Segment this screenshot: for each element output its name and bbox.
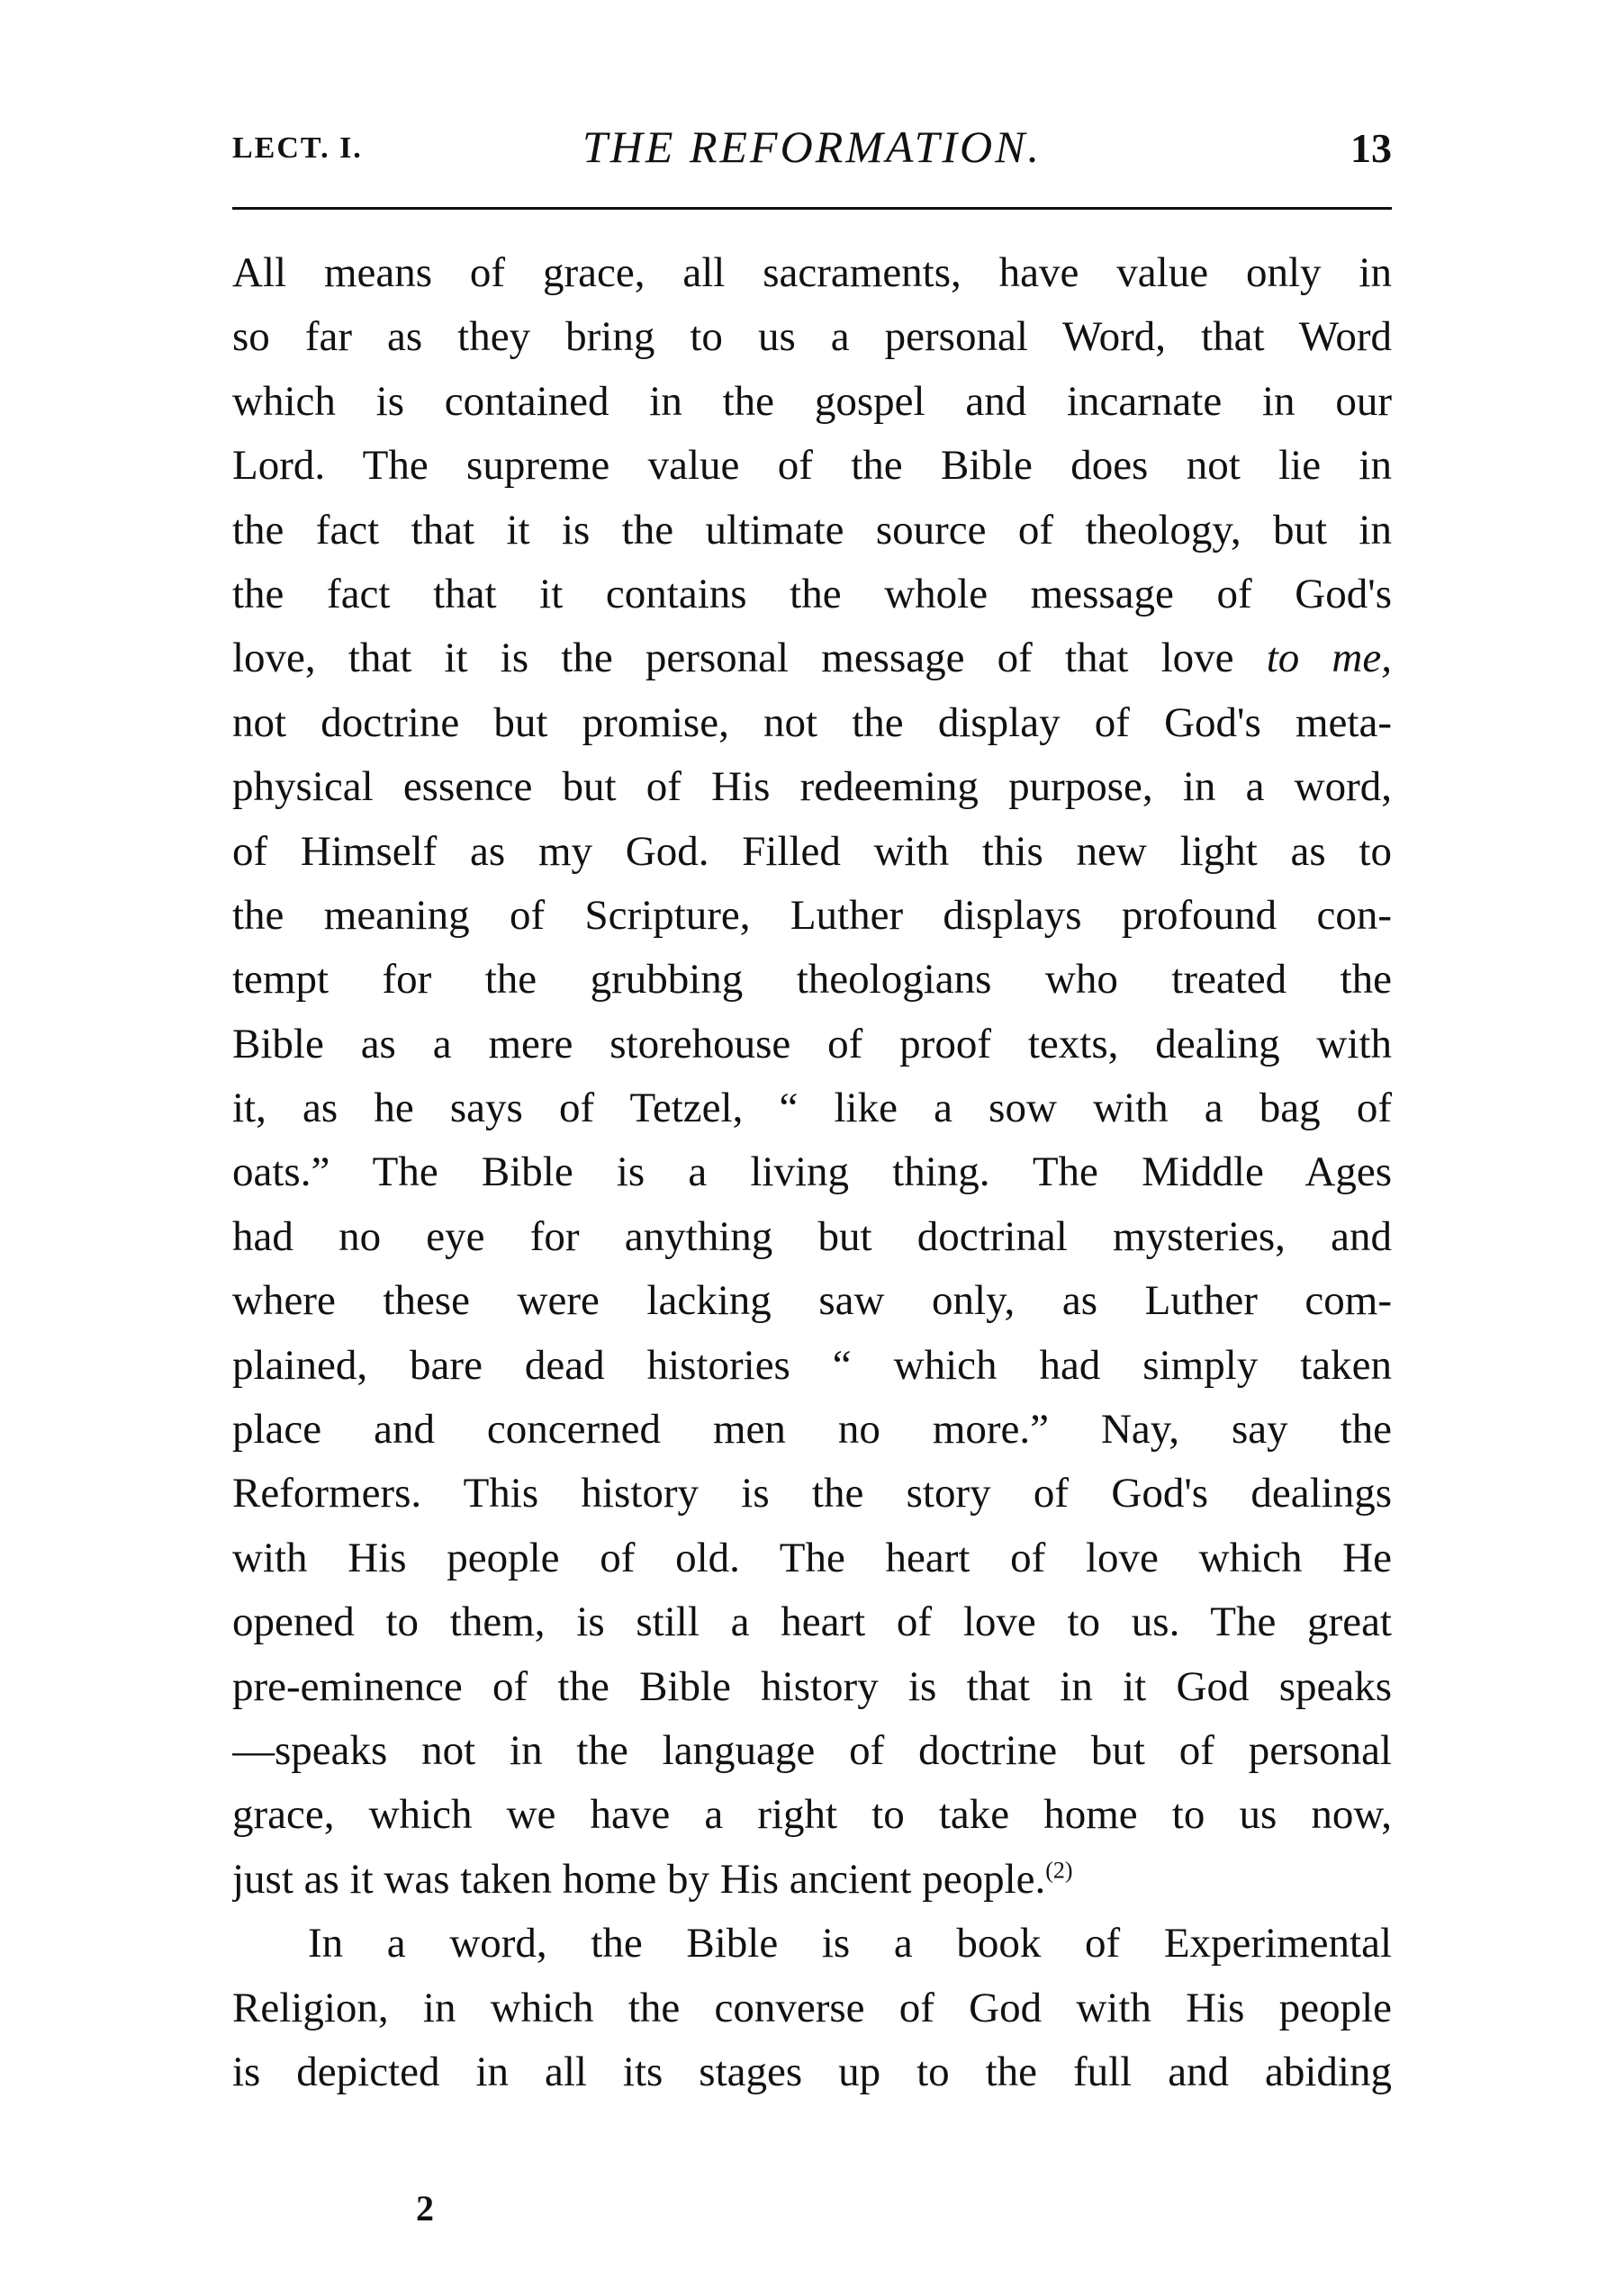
line-text: so far as they bring to us a personal Word, that Word [232,313,1392,361]
text-line [232,305,1392,369]
lecture-label: LECT. I. [232,131,363,165]
line-text: place and concerned men no more.” Nay, say the [232,1406,1392,1454]
line-text: All means of grace, all sacraments, have value only in [232,249,1392,296]
text-line [232,1590,1392,1654]
text-line [232,1526,1392,1590]
text-line [232,241,1392,305]
line-text: Bible as a mere storehouse of proof texts, dealing with [232,1020,1392,1067]
line-text: had no eye for anything but doctrinal mysteries, and [232,1212,1392,1260]
running-title: THE REFORMATION. [582,122,1042,172]
text-line [232,563,1392,626]
text-line [232,1783,1392,1847]
line-text: not doctrine but promise, not the display of God's meta- [232,698,1392,746]
line-text: physical essence but of His redeeming purpose, in a word, [232,763,1392,811]
line-text: oats.” The Bible is a living thing. The Middle Ages [232,1148,1392,1196]
text-line [232,1269,1392,1333]
text-line [232,948,1392,1012]
line-text: —speaks not in the language of doctrine but of personal [232,1726,1392,1774]
text-line [232,691,1392,755]
text-line [232,1655,1392,1719]
text-line [232,1719,1392,1783]
text-line [232,1076,1392,1140]
line-text: the meaning of Scripture, Luther displays profound con- [232,891,1392,939]
header-rule [232,207,1392,210]
line-text: it, as he says of Tetzel, “ like a sow with a bag of [232,1085,1392,1132]
text-line [232,626,1392,690]
body-text [232,241,1392,2104]
line-text: which is contained in the gospel and incarnate in our [232,377,1392,425]
text-line [232,1398,1392,1462]
line-text: Religion, in which the converse of God with His people [232,1984,1392,2031]
line-text: opened to them, is still a heart of love to us. The great [232,1598,1392,1646]
italic-text: to me, [1266,635,1392,682]
line-text: the fact that it contains the whole message of God's [232,570,1392,617]
text-line [232,884,1392,948]
line-text: Reformers. This history is the story of God's dealings [232,1470,1392,1517]
line-text: is depicted in all its stages up to the full and abiding [232,2048,1392,2095]
line-text: Lord. The supreme value of the Bible does not lie in [232,442,1392,490]
page-number: 13 [1350,125,1392,171]
text-line [232,1912,1392,1976]
text-line [232,1848,1392,1912]
footnote-reference: (2) [1045,1857,1073,1884]
text-line [232,1334,1392,1398]
line-text: where these were lacking saw only, as Luther com- [232,1277,1392,1325]
text-line [232,820,1392,884]
text-line [232,755,1392,819]
line-text: tempt for the grubbing theologians who treated the [232,956,1392,1004]
signature-mark: 2 [416,2188,434,2228]
line-text: pre-eminence of the Bible history is that in it God speaks [232,1662,1392,1710]
text-line [232,370,1392,434]
text-line [232,1140,1392,1204]
line-text: grace, which we have a right to take home to us now, [232,1791,1392,1839]
line-text: In a word, the Bible is a book of Experimental [308,1920,1392,1967]
line-text: the fact that it is the ultimate source of theology, but in [232,506,1392,554]
text-line [232,1976,1392,2040]
line-text: of Himself as my God. Filled with this new light as to [232,827,1392,875]
text-line [232,1013,1392,1076]
running-head [232,115,1392,187]
text-line [232,1205,1392,1269]
text-line [232,434,1392,498]
line-text: plained, bare dead histories “ which had simply taken [232,1341,1392,1389]
line-text: with His people of old. The heart of love which He [232,1534,1392,1581]
text-line [232,1462,1392,1526]
line-text: just as it was taken home by His ancient people. [232,1855,1046,1903]
line-text: love, that it is the personal message of that love [232,635,1267,682]
text-line [232,2040,1392,2104]
text-line [232,499,1392,563]
